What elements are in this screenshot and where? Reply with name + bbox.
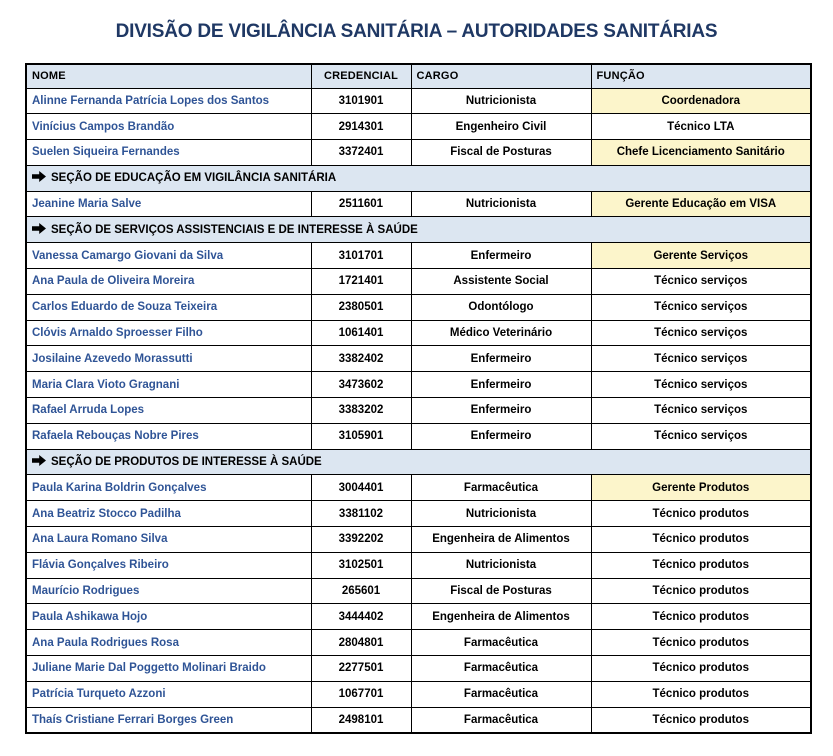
table-row [26, 88, 811, 114]
table-row [26, 707, 811, 733]
funcao-cell: Técnico serviços [591, 398, 811, 424]
table-row [26, 681, 811, 707]
table-row [26, 398, 811, 424]
funcao-cell: Técnico produtos [591, 630, 811, 656]
nome-cell: Ana Paula Rodrigues Rosa [26, 630, 311, 656]
nome-cell: Ana Beatriz Stocco Padilha [26, 501, 311, 527]
credencial-cell: 3392202 [311, 527, 411, 553]
column-header-nome: NOME [26, 64, 311, 88]
funcao-cell: Gerente Produtos [591, 475, 811, 501]
cargo-cell: Engenheiro Civil [411, 114, 591, 140]
cargo-cell: Médico Veterinário [411, 320, 591, 346]
table-row [26, 578, 811, 604]
nome-cell: Rafaela Rebouças Nobre Pires [26, 423, 311, 449]
cargo-cell: Enfermeiro [411, 346, 591, 372]
column-header-funcao: FUNÇÃO [591, 64, 811, 88]
credencial-cell: 1721401 [311, 269, 411, 295]
nome-cell: Patrícia Turqueto Azzoni [26, 681, 311, 707]
credencial-cell: 2914301 [311, 114, 411, 140]
section-row [26, 449, 811, 475]
table-row [26, 243, 811, 269]
credencial-cell: 2511601 [311, 191, 411, 217]
table-row [26, 140, 811, 166]
table-row [26, 346, 811, 372]
cargo-cell: Fiscal de Posturas [411, 578, 591, 604]
credencial-cell: 1061401 [311, 320, 411, 346]
right-arrow-icon [32, 223, 46, 237]
column-header-cargo: CARGO [411, 64, 591, 88]
section-title: SEÇÃO DE EDUCAÇÃO EM VIGILÂNCIA SANITÁRIA [51, 172, 337, 185]
funcao-cell: Técnico serviços [591, 269, 811, 295]
funcao-cell: Técnico LTA [591, 114, 811, 140]
cargo-cell: Enfermeiro [411, 243, 591, 269]
nome-cell: Suelen Siqueira Fernandes [26, 140, 311, 166]
table-row [26, 320, 811, 346]
cargo-cell: Farmacêutica [411, 707, 591, 733]
credencial-cell: 3444402 [311, 604, 411, 630]
cargo-cell: Nutricionista [411, 501, 591, 527]
cargo-cell: Farmacêutica [411, 630, 591, 656]
table-row [26, 604, 811, 630]
funcao-cell: Gerente Educação em VISA [591, 191, 811, 217]
table-row [26, 114, 811, 140]
nome-cell: Maurício Rodrigues [26, 578, 311, 604]
cargo-cell: Enfermeiro [411, 372, 591, 398]
nome-cell: Paula Ashikawa Hojo [26, 604, 311, 630]
credencial-cell: 3004401 [311, 475, 411, 501]
table-body [26, 88, 811, 733]
funcao-cell: Chefe Licenciamento Sanitário [591, 140, 811, 166]
nome-cell: Juliane Marie Dal Poggetto Molinari Braido [26, 656, 311, 682]
page-title: DIVISÃO DE VIGILÂNCIA SANITÁRIA – AUTORIDADES SANITÁRIAS [115, 21, 718, 42]
credencial-cell: 3105901 [311, 423, 411, 449]
nome-cell: Josilaine Azevedo Morassutti [26, 346, 311, 372]
credencial-cell: 2498101 [311, 707, 411, 733]
credencial-cell: 3102501 [311, 552, 411, 578]
nome-cell: Rafael Arruda Lopes [26, 398, 311, 424]
table-row [26, 191, 811, 217]
table-row [26, 656, 811, 682]
cargo-cell: Engenheira de Alimentos [411, 527, 591, 553]
cargo-cell: Farmacêutica [411, 475, 591, 501]
cargo-cell: Farmacêutica [411, 681, 591, 707]
nome-cell: Thaís Cristiane Ferrari Borges Green [26, 707, 311, 733]
right-arrow-icon [32, 455, 46, 469]
column-header-credencial: CREDENCIAL [311, 64, 411, 88]
credencial-cell: 2804801 [311, 630, 411, 656]
cargo-cell: Engenheira de Alimentos [411, 604, 591, 630]
funcao-cell: Técnico serviços [591, 346, 811, 372]
cargo-cell: Enfermeiro [411, 423, 591, 449]
nome-cell: Clóvis Arnaldo Sproesser Filho [26, 320, 311, 346]
nome-cell: Carlos Eduardo de Souza Teixeira [26, 294, 311, 320]
funcao-cell: Técnico serviços [591, 372, 811, 398]
section-title: SEÇÃO DE PRODUTOS DE INTERESSE À SAÚDE [51, 456, 322, 469]
cargo-cell: Odontólogo [411, 294, 591, 320]
credencial-cell: 3381102 [311, 501, 411, 527]
section-row [26, 217, 811, 243]
table-row [26, 552, 811, 578]
table-row [26, 475, 811, 501]
table-row [26, 269, 811, 295]
table-row [26, 372, 811, 398]
cargo-cell: Enfermeiro [411, 398, 591, 424]
funcao-cell: Técnico serviços [591, 294, 811, 320]
nome-cell: Vanessa Camargo Giovani da Silva [26, 243, 311, 269]
credencial-cell: 265601 [311, 578, 411, 604]
funcao-cell: Técnico produtos [591, 501, 811, 527]
funcao-cell: Técnico produtos [591, 578, 811, 604]
funcao-cell: Técnico produtos [591, 527, 811, 553]
funcao-cell: Gerente Serviços [591, 243, 811, 269]
section-title-cell [26, 165, 811, 191]
credencial-cell: 3372401 [311, 140, 411, 166]
nome-cell: Jeanine Maria Salve [26, 191, 311, 217]
right-arrow-icon [32, 171, 46, 185]
table-row [26, 423, 811, 449]
cargo-cell: Assistente Social [411, 269, 591, 295]
credencial-cell: 3473602 [311, 372, 411, 398]
credencial-cell: 3383202 [311, 398, 411, 424]
funcao-cell: Técnico produtos [591, 604, 811, 630]
table-row [26, 294, 811, 320]
credencial-cell: 3101701 [311, 243, 411, 269]
table-header-row [26, 64, 811, 88]
table-row [26, 501, 811, 527]
nome-cell: Vinícius Campos Brandão [26, 114, 311, 140]
funcao-cell: Técnico produtos [591, 681, 811, 707]
funcao-cell: Técnico produtos [591, 552, 811, 578]
section-title-cell [26, 449, 811, 475]
nome-cell: Maria Clara Vioto Gragnani [26, 372, 311, 398]
nome-cell: Paula Karina Boldrin Gonçalves [26, 475, 311, 501]
funcao-cell: Coordenadora [591, 88, 811, 114]
funcao-cell: Técnico produtos [591, 707, 811, 733]
cargo-cell: Nutricionista [411, 191, 591, 217]
cargo-cell: Fiscal de Posturas [411, 140, 591, 166]
section-title-cell [26, 217, 811, 243]
funcao-cell: Técnico serviços [591, 423, 811, 449]
table-row [26, 630, 811, 656]
section-title: SEÇÃO DE SERVIÇOS ASSISTENCIAIS E DE INTERESSE À SAÚDE [51, 223, 418, 236]
credencial-cell: 3101901 [311, 88, 411, 114]
cargo-cell: Farmacêutica [411, 656, 591, 682]
cargo-cell: Nutricionista [411, 552, 591, 578]
table-row [26, 527, 811, 553]
nome-cell: Alinne Fernanda Patrícia Lopes dos Santos [26, 88, 311, 114]
funcao-cell: Técnico produtos [591, 656, 811, 682]
credencial-cell: 2277501 [311, 656, 411, 682]
personnel-table [25, 63, 812, 734]
credencial-cell: 1067701 [311, 681, 411, 707]
credencial-cell: 3382402 [311, 346, 411, 372]
credencial-cell: 2380501 [311, 294, 411, 320]
cargo-cell: Nutricionista [411, 88, 591, 114]
section-row [26, 165, 811, 191]
funcao-cell: Técnico serviços [591, 320, 811, 346]
nome-cell: Ana Laura Romano Silva [26, 527, 311, 553]
nome-cell: Flávia Gonçalves Ribeiro [26, 552, 311, 578]
nome-cell: Ana Paula de Oliveira Moreira [26, 269, 311, 295]
